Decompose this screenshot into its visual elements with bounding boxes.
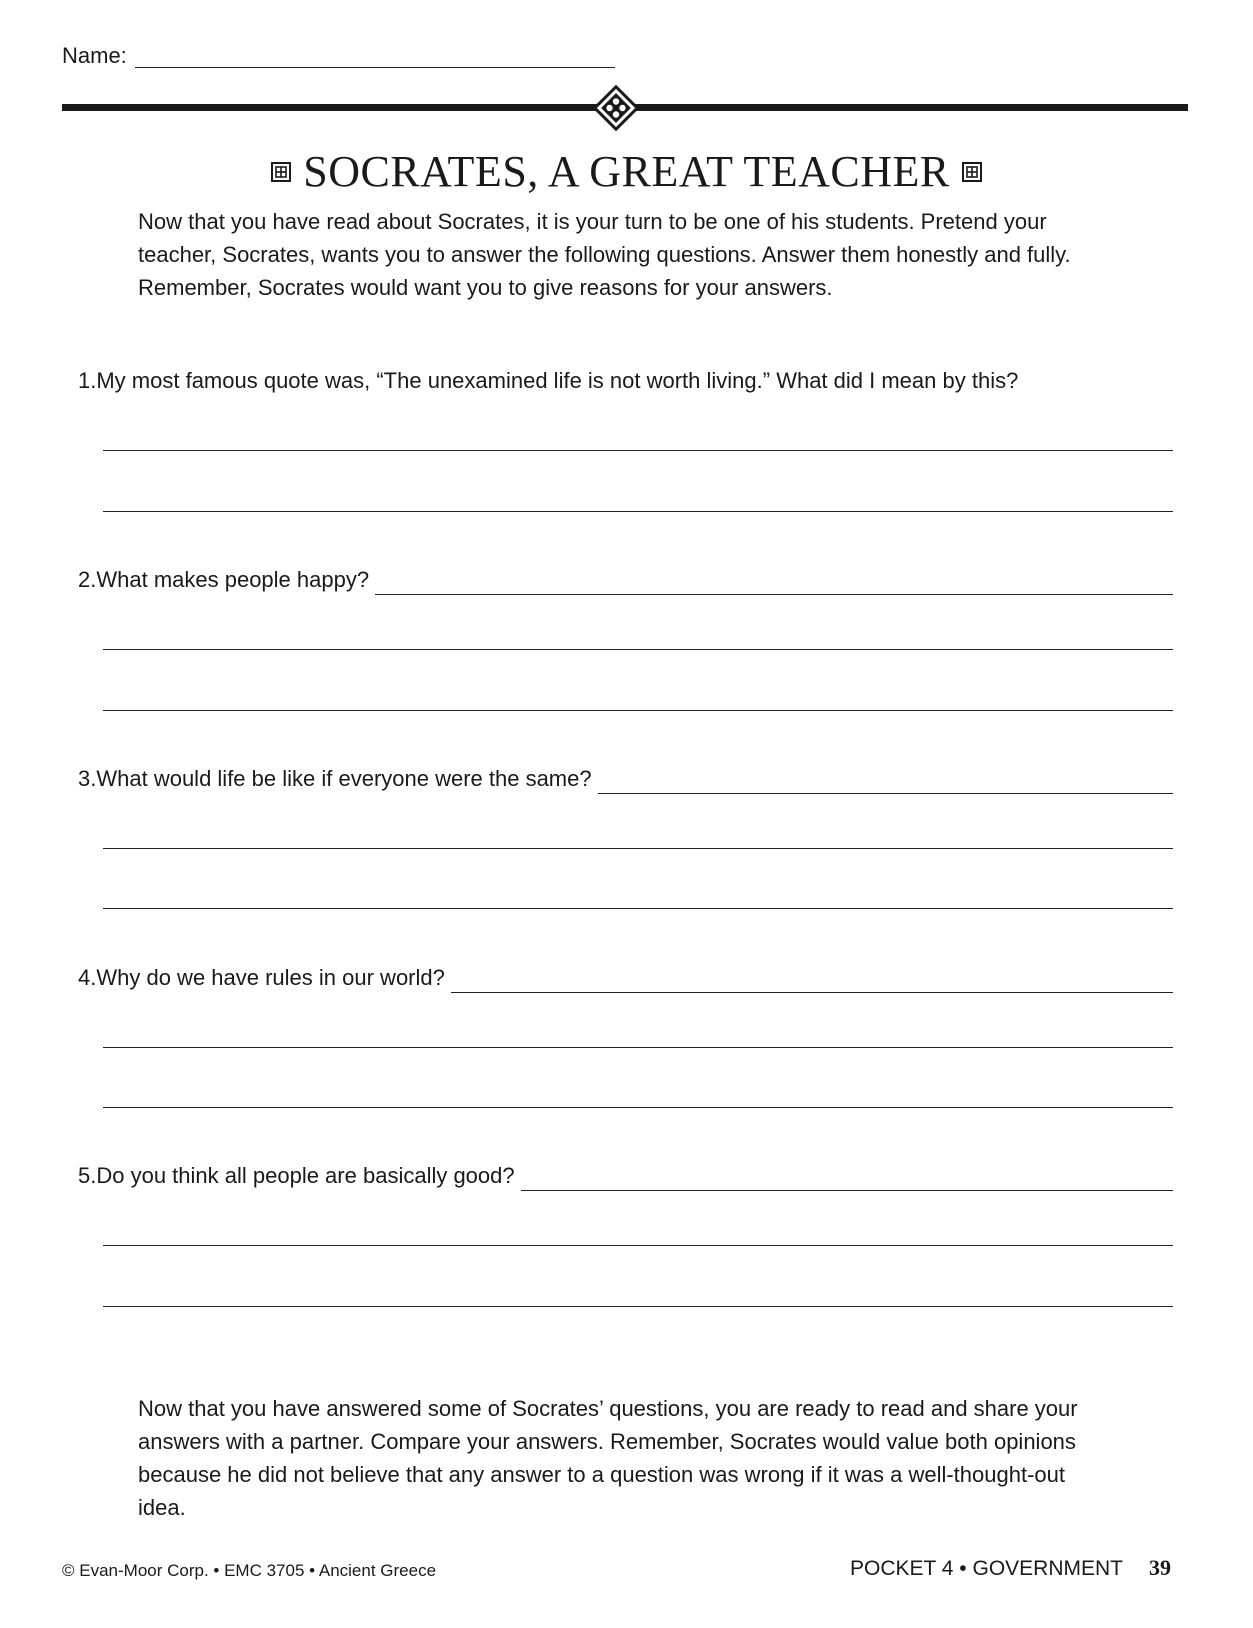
greek-square-ornament-icon: [962, 162, 982, 182]
answer-line[interactable]: [451, 970, 1173, 993]
question-text: Why do we have rules in our world?: [96, 965, 445, 990]
answer-line[interactable]: [103, 1107, 1173, 1108]
footer-section: POCKET 4 • GOVERNMENT: [849, 1557, 1123, 1580]
name-field[interactable]: [62, 44, 615, 68]
name-blank-line[interactable]: [135, 45, 615, 68]
answer-line[interactable]: [103, 1245, 1173, 1246]
name-label: Name:: [62, 43, 127, 68]
answer-line[interactable]: [103, 848, 1173, 849]
title-row: [0, 146, 1253, 198]
closing-paragraph: Now that you have answered some of Socrates’ questions, you are ready to read and share your answers with a partner. Compare your answers. Remember, Socrates would value both opinions because he did not believe that any answer to a question was wrong if it was a well-thought-out idea.: [138, 1396, 1078, 1520]
page-number: 39: [1149, 1555, 1171, 1580]
answer-line[interactable]: [103, 511, 1173, 512]
answer-line[interactable]: [103, 1047, 1173, 1048]
question-text: What makes people happy?: [96, 567, 370, 592]
question-3: [78, 764, 1173, 794]
question-number: 1.: [78, 368, 97, 393]
question-number: 3.: [78, 766, 97, 791]
question-number: 4.: [78, 965, 97, 990]
question-5: [78, 1161, 1173, 1191]
answer-line[interactable]: [103, 908, 1173, 909]
question-number: 2.: [78, 567, 97, 592]
intro-paragraph: Now that you have read about Socrates, it is your turn to be one of his students. Pretend your teacher, Socrates, wants you to answer the following questions. Answer them honestly and fully. Remember, Socrates would want you to give reasons for your answers.: [138, 209, 1071, 300]
answer-line[interactable]: [103, 1306, 1173, 1307]
question-2: [78, 565, 1173, 595]
answer-line[interactable]: [598, 771, 1173, 794]
question-text: My most famous quote was, “The unexamined life is not worth living.” What did I mean by this?: [96, 368, 1019, 393]
greek-square-ornament-icon: [271, 162, 291, 182]
footer-right: [850, 1555, 1171, 1582]
answer-line[interactable]: [103, 649, 1173, 650]
question-4: [78, 963, 1173, 993]
question-text: Do you think all people are basically good?: [96, 1163, 515, 1188]
answer-line[interactable]: [103, 450, 1173, 451]
answer-line[interactable]: [521, 1168, 1173, 1191]
diamond-ornament-icon: [593, 85, 639, 131]
footer-copyright: © Evan-Moor Corp. • EMC 3705 • Ancient Greece: [62, 1561, 437, 1580]
answer-line[interactable]: [103, 710, 1173, 711]
question-number: 5.: [78, 1163, 97, 1188]
question-text: What would life be like if everyone were the same?: [96, 766, 592, 791]
question-1: [78, 366, 1173, 396]
page-title: SOCRATES, A GREAT TEACHER: [303, 147, 950, 196]
answer-line[interactable]: [375, 572, 1173, 595]
